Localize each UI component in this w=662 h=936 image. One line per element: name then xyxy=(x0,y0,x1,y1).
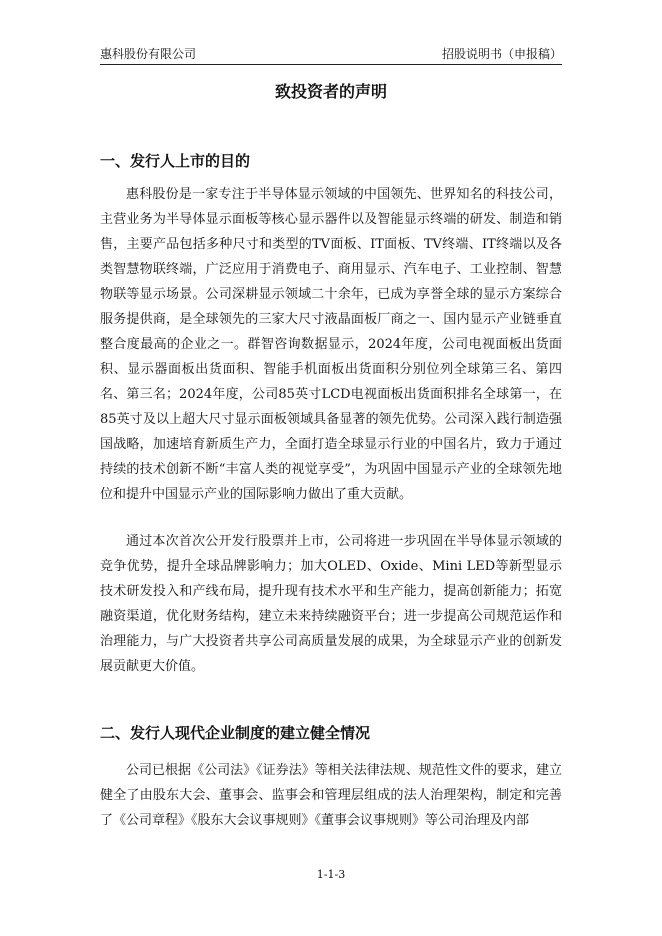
header-company: 惠科股份有限公司 xyxy=(100,47,197,61)
section-2-paragraph-1: 公司已根据《公司法》《证券法》等相关法律法规、规范性文件的要求，建立健全了由股东大会、董事会、监事会和管理层组成的法人治理架构，制定和完善了《公司章程》《股东大会议事规则》《董事会议事规则》等公司治理及内部 xyxy=(100,763,562,828)
section-heading-1: 一、发行人上市的目的 xyxy=(100,152,251,170)
header-doc-type: 招股说明书（申报稿） xyxy=(441,47,562,61)
page-title: 致投资者的声明 xyxy=(274,82,387,101)
section-heading-2: 二、发行人现代企业制度的建立健全情况 xyxy=(100,724,371,742)
page-number: 1-1-3 xyxy=(316,868,346,881)
page-header xyxy=(100,46,562,65)
section-1-paragraph-2: 通过本次首次公开发行股票并上市，公司将进一步巩固在半导体显示领域的竞争优势，提升全球品牌影响力；加大OLED、Oxide、Mini LED等新型显示技术研发投入和产线布局，提升现有技术水平和生产能力，提高创新能力；拓宽融资渠道，优化财务结构，建立未来持续融资平台；进一步提高公司规范运作和治理能力，与广大投资者共享公司高质量发展的成果，为全球显示产业的创新发展贡献更大价值。 xyxy=(100,534,562,674)
section-1-paragraph-1: 惠科股份是一家专注于半导体显示领域的中国领先、世界知名的科技公司，主营业务为半导体显示面板等核心显示器件以及智能显示终端的研发、制造和销售，主要产品包括多种尺寸和类型的TV面板、IT面板、TV终端、IT终端以及各类智慧物联终端，广泛应用于消费电子、商用显示、汽车电子、工业控制、智慧物联等显示场景。公司深耕显示领域二十余年，已成为享誉全球的显示方案综合服务提供商，是全球领先的三家大尺寸液晶面板厂商之一、国内显示产业链垂直整合度最高的企业之一。群智咨询数据显示，2024年度，公司电视面板出货面积、显示器面板出货面积、智能手机面板出货面积分别位列全球第三名、第四名、第三名；2024年度，公司85英寸LCD电视面板出货面积排名全球第一，在85英寸及以上超大尺寸显示面板领域具备显著的领先优势。公司深入践行制造强国战略，加速培育新质生产力，全面打造全球显示行业的中国名片，致力于通过持续的技术创新不断“丰富人类的视觉享受”，为巩固中国显示产业的全球领先地位和提升中国显示产业的国际影响力做出了重大贡献。 xyxy=(100,187,562,502)
